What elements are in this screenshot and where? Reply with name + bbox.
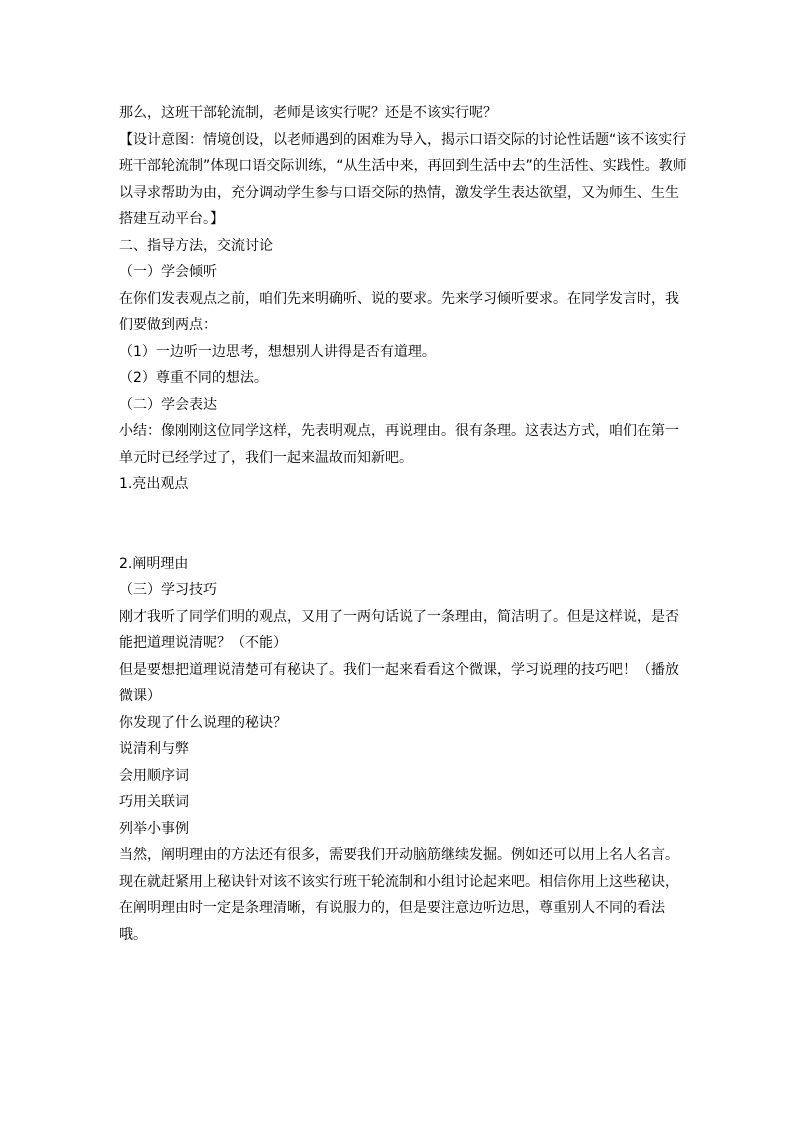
list-item-think: （1）一边听一边思考，想想别人讲得是否有道理。 xyxy=(119,343,436,360)
subheading-listen: （一）学会倾听 xyxy=(119,264,217,280)
blank-space xyxy=(119,498,689,551)
paragraph-conclusion: 当然，阐明理由的方法还有很多，需要我们开动脑筋继续发掘。例如还可以用上名人名言。现在就赶紧用上秘诀针对该不该实行班干轮流制和小组讨论起来吧。相信你用上这些秘诀，在阐明理由时一定是条理清晰，有说服力的，但是要注意边听边思，尊重别人不同的看法哦。 xyxy=(119,847,679,943)
paragraph-just-heard: 刚才我听了同学们明的观点，又用了一两句话说了一条理由，简洁明了。但是这样说，是否能把道理说清呢？（不能） xyxy=(119,608,679,651)
paragraph-question: 那么，这班干部轮流制，老师是该实行呢？还是不该实行呢？ xyxy=(119,105,497,121)
list-item-viewpoint: 1.亮出观点 xyxy=(119,476,189,492)
section-heading-2: 二、指导方法，交流讨论 xyxy=(119,237,273,254)
tip-conjunctions: 巧用关联词 xyxy=(119,794,189,810)
paragraph-design-intent: 【设计意图：情境创设，以老师遇到的困难为导入，揭示口语交际的讨论性话题“该不该实行班干部轮流制”体现口语交际训练，“从生活中来，再回到生活中去”的生活性、实践性。教师以寻求帮助为由，充分调动学生参与口语交际的热情，激发学生表达欲望，又为师生、生生搭建互动平台。】 xyxy=(119,131,687,227)
paragraph-question-secret: 你发现了什么说理的秘诀？ xyxy=(119,714,287,731)
paragraph-listen-requirements: 在你们发表观点之前，咱们先来明确听、说的要求。先来学习倾听要求。在同学发言时，我们要做到两点： xyxy=(119,290,679,333)
tip-pros-cons: 说清利与弊 xyxy=(119,741,189,757)
subheading-skills: （三）学习技巧 xyxy=(119,582,217,598)
subheading-express: （二）学会表达 xyxy=(119,396,217,413)
list-item-reason: 2.阐明理由 xyxy=(119,555,189,572)
document-body xyxy=(119,100,689,948)
paragraph-summary: 小结：像刚刚这位同学这样，先表明观点，再说理由。很有条理。这表达方式，咱们在第一单元时已经学过了，我们一起来温故而知新吧。 xyxy=(119,423,679,466)
tip-examples: 列举小事例 xyxy=(119,820,189,837)
paragraph-microlesson: 但是要想把道理说清楚可有秘诀了。我们一起来看看这个微课，学习说理的技巧吧！（播放微课） xyxy=(119,661,679,704)
tip-order-words: 会用顺序词 xyxy=(119,767,189,784)
list-item-respect: （2）尊重不同的想法。 xyxy=(119,370,268,386)
